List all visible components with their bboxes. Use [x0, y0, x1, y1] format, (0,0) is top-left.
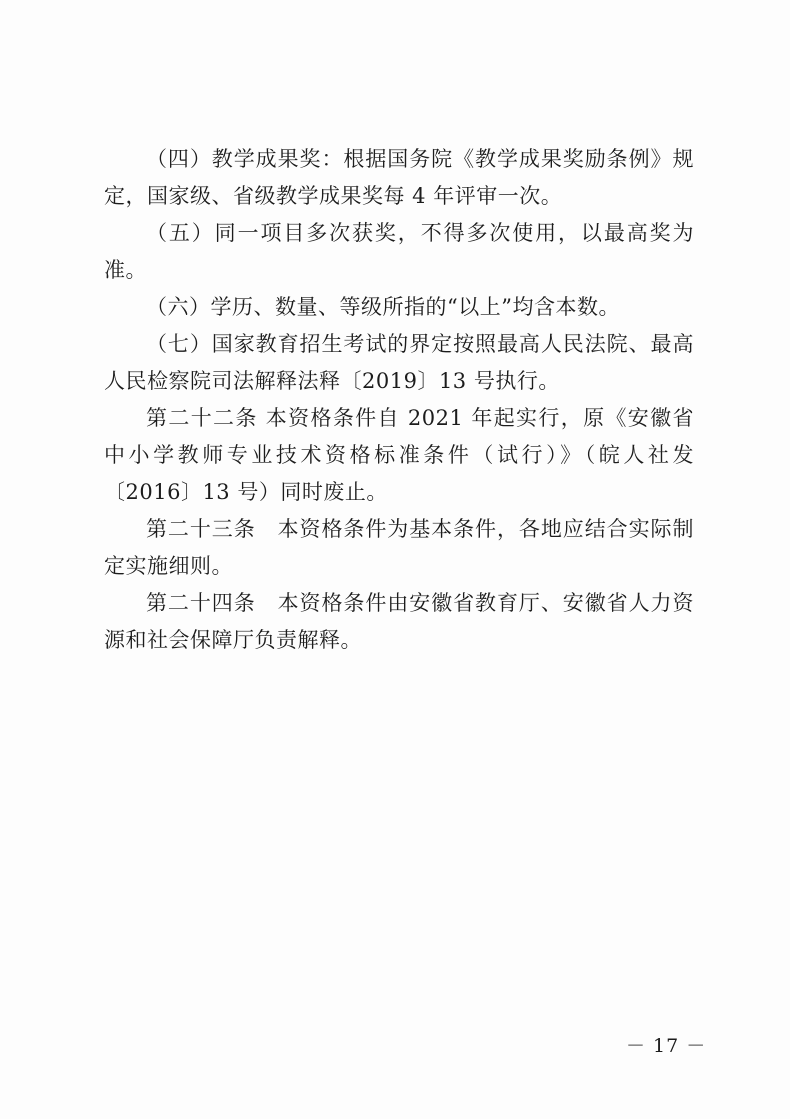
paragraph-teaching-award: （四）教学成果奖：根据国务院《教学成果奖励条例》规定，国家级、省级教学成果奖每 4 年评审一次。 [104, 147, 694, 208]
paragraph-multiple-awards: （五）同一项目多次获奖，不得多次使用，以最高奖为准。 [104, 221, 694, 282]
paragraph-above-definition: （六）学历、数量、等级所指的“以上”均含本数。 [146, 295, 620, 319]
paragraph-article-24: 第二十四条 本资格条件由安徽省教育厅、安徽省人力资源和社会保障厅负责解释。 [104, 591, 694, 652]
page-number: － 17 － [626, 1035, 707, 1057]
document-body [104, 141, 694, 659]
paragraph-article-22: 第二十二条 本资格条件自 2021 年起实行，原《安徽省中小学教师专业技术资格标准条件（试行）》（皖人社发〔2016〕13 号）同时废止。 [104, 406, 694, 504]
paragraph-article-23: 第二十三条 本资格条件为基本条件，各地应结合实际制定实施细则。 [104, 517, 694, 578]
paragraph-exam-definition: （七）国家教育招生考试的界定按照最高人民法院、最高人民检察院司法解释法释〔2019〕13 号执行。 [104, 332, 694, 393]
